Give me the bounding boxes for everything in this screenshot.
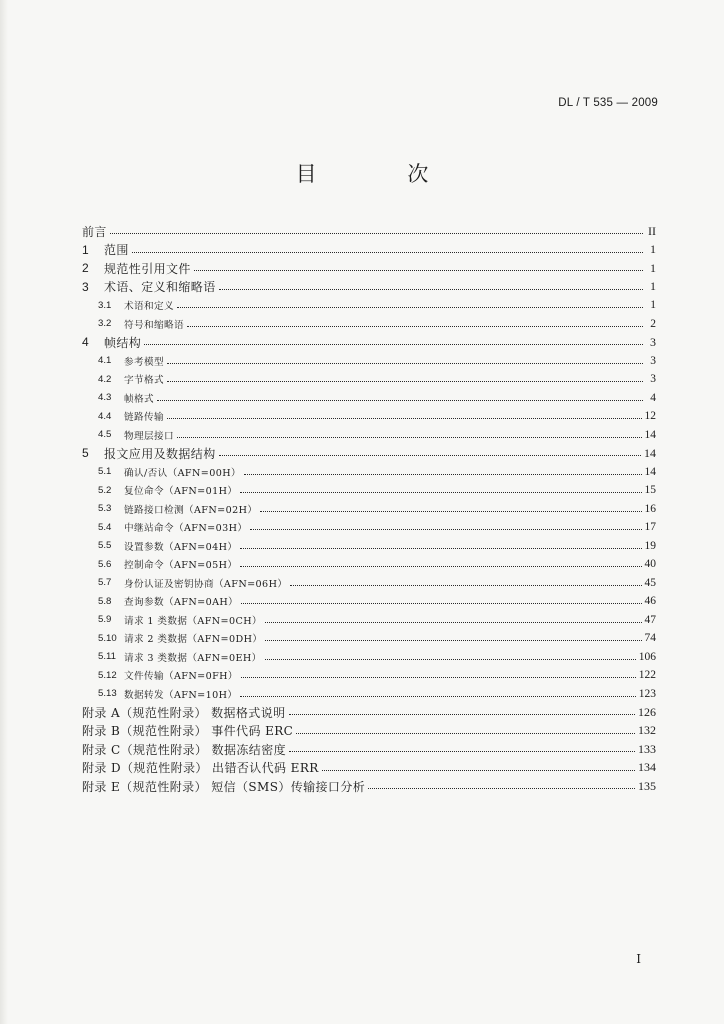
toc-entry-page: 2 [650, 317, 656, 330]
toc-entry[interactable] [82, 518, 656, 537]
toc-entry-title: 帧格式 [124, 393, 154, 405]
toc-entry-number: 4 [82, 335, 89, 350]
toc-entry-title: 范围 [104, 243, 129, 258]
toc-dot-leader [368, 787, 635, 789]
toc-dot-leader [244, 473, 642, 475]
toc-entry-title: 术语和定义 [124, 301, 174, 313]
toc-entry-number: 5.13 [98, 688, 117, 700]
toc-entry-number: 4.2 [98, 373, 112, 385]
toc-entry-number: 5.12 [98, 669, 117, 681]
toc-entry-page: 15 [644, 484, 656, 497]
toc-entry-title: 链路接口检测（AFN=02H） [124, 504, 258, 516]
toc-entry-number: 3.2 [98, 318, 112, 330]
toc-dot-leader [322, 769, 635, 771]
toc-entry-page: 46 [644, 595, 656, 608]
toc-entry-title: 身份认证及密钥协商（AFN=06H） [124, 578, 288, 590]
toc-entry-number: 4.3 [98, 392, 112, 404]
toc-entry-page: 17 [644, 521, 656, 534]
scan-edge-shadow [0, 0, 8, 1024]
toc-entry-title: 数据转发（AFN=10H） [124, 689, 238, 701]
table-of-contents [82, 222, 656, 796]
toc-entry-title: 附录 B（规范性附录） 事件代码 ERC [82, 724, 294, 739]
toc-entry-title: 请求 2 类数据（AFN=0DH） [124, 634, 263, 646]
toc-dot-leader [194, 269, 643, 271]
toc-entry-number: 3 [82, 279, 89, 294]
toc-entry[interactable] [82, 315, 656, 334]
toc-entry-page: 133 [638, 741, 656, 756]
toc-entry-page: 14 [644, 445, 656, 460]
toc-entry-page: 3 [650, 334, 656, 349]
toc-dot-leader [177, 306, 643, 308]
toc-entry-number: 5.5 [98, 540, 112, 552]
toc-entry-number: 4.4 [98, 410, 112, 422]
toc-entry[interactable] [82, 555, 656, 574]
toc-entry-title: 文件传输（AFN=0FH） [124, 671, 238, 683]
toc-entry-title: 报文应用及数据结构 [104, 446, 216, 461]
toc-entry-page: 3 [650, 354, 656, 367]
toc-dot-leader [241, 676, 636, 678]
toc-entry-number: 5.2 [98, 484, 112, 496]
toc-dot-leader [219, 454, 641, 456]
toc-entry-page: 1 [650, 242, 656, 257]
toc-entry[interactable] [82, 574, 656, 593]
toc-dot-leader [260, 510, 641, 512]
toc-dot-leader [240, 695, 635, 697]
toc-dot-leader [240, 547, 641, 549]
toc-entry-title: 附录 D（规范性附录） 出错否认代码 ERR [82, 761, 319, 776]
toc-dot-leader [289, 713, 636, 715]
toc-entry[interactable] [82, 703, 656, 722]
toc-entry-page: 14 [644, 428, 656, 441]
toc-entry[interactable] [82, 426, 656, 445]
toc-dot-leader [219, 288, 643, 290]
toc-entry[interactable] [82, 296, 656, 315]
toc-entry-title: 复位命令（AFN=01H） [124, 486, 238, 498]
toc-entry[interactable] [82, 463, 656, 482]
toc-entry[interactable] [82, 500, 656, 519]
toc-dot-leader [296, 732, 635, 734]
toc-entry[interactable] [82, 666, 656, 685]
toc-entry[interactable] [82, 537, 656, 556]
toc-entry-title: 参考模型 [124, 356, 164, 368]
toc-dot-leader [241, 602, 641, 604]
toc-entry-number: 5.8 [98, 595, 112, 607]
toc-entry[interactable] [82, 611, 656, 630]
toc-entry[interactable] [82, 759, 656, 778]
toc-entry[interactable] [82, 407, 656, 426]
toc-entry-number: 4.5 [98, 429, 112, 441]
toc-dot-leader [290, 584, 641, 586]
toc-entry-page: 122 [638, 669, 656, 682]
toc-entry-title: 控制命令（AFN=05H） [124, 560, 238, 572]
toc-dot-leader [289, 750, 635, 752]
toc-entry-page: II [648, 223, 656, 238]
toc-dot-leader [265, 621, 642, 623]
toc-dot-leader [240, 565, 641, 567]
toc-entry-page: 74 [644, 632, 656, 645]
toc-entry-title: 符号和缩略语 [124, 319, 184, 331]
toc-dot-leader [167, 362, 643, 364]
toc-dot-leader [110, 232, 643, 234]
toc-entry-title: 确认/否认（AFN=00H） [124, 467, 241, 479]
toc-entry-page: 12 [644, 410, 656, 423]
toc-entry[interactable] [82, 333, 656, 352]
toc-entry-title: 请求 1 类数据（AFN=0CH） [124, 615, 262, 627]
toc-entry-page: 4 [650, 391, 656, 404]
toc-entry-page: 16 [644, 502, 656, 515]
toc-entry-number: 5.1 [98, 466, 112, 478]
toc-dot-leader [265, 658, 636, 660]
toc-entry-number: 5.3 [98, 503, 112, 515]
toc-entry[interactable] [82, 278, 656, 297]
toc-entry[interactable] [82, 629, 656, 648]
toc-entry-number: 2 [82, 261, 89, 276]
toc-entry[interactable] [82, 222, 656, 241]
toc-dot-leader [250, 528, 641, 530]
toc-entry-page: 3 [650, 373, 656, 386]
toc-dot-leader [167, 380, 643, 382]
toc-entry-number: 5.4 [98, 521, 112, 533]
toc-entry-title: 附录 E（规范性附录） 短信（SMS）传输接口分析 [82, 779, 366, 794]
toc-entry-number: 5 [82, 446, 89, 461]
toc-dot-leader [240, 491, 641, 493]
toc-entry-number: 5.10 [98, 632, 117, 644]
toc-entry-page: 45 [644, 576, 656, 589]
toc-entry-page: 47 [644, 613, 656, 626]
toc-entry-page: 132 [638, 723, 656, 738]
toc-entry-page: 19 [644, 539, 656, 552]
toc-entry-page: 1 [650, 260, 656, 275]
document-code: DL / T 535 — 2009 [558, 97, 658, 109]
toc-entry[interactable] [82, 740, 656, 759]
toc-entry[interactable] [82, 259, 656, 278]
toc-entry-page: 14 [644, 465, 656, 478]
toc-entry-title: 附录 A（规范性附录） 数据格式说明 [82, 705, 286, 720]
toc-entry-number: 5.11 [98, 651, 116, 663]
toc-entry-number: 5.7 [98, 577, 112, 589]
toc-dot-leader [132, 251, 643, 253]
toc-entry-number: 3.1 [98, 299, 112, 311]
toc-entry-page: 134 [638, 760, 656, 775]
toc-entry-number: 5.9 [98, 614, 112, 626]
toc-entry-page: 123 [638, 687, 656, 700]
toc-dot-leader [177, 436, 642, 438]
toc-entry[interactable] [82, 352, 656, 371]
toc-entry-number: 1 [82, 242, 89, 257]
toc-entry-title: 规范性引用文件 [104, 261, 191, 276]
toc-entry[interactable] [82, 685, 656, 704]
toc-entry-title: 帧结构 [104, 335, 142, 350]
toc-dot-leader [144, 343, 643, 345]
toc-entry-number: 5.6 [98, 558, 112, 570]
toc-entry-title: 前言 [82, 224, 107, 239]
page-number: I [636, 952, 641, 966]
page-title: 目 次 [295, 162, 471, 186]
toc-entry-title: 中继站命令（AFN=03H） [124, 523, 248, 535]
toc-dot-leader [157, 399, 643, 401]
toc-entry-title: 查询参数（AFN=0AH） [124, 597, 239, 609]
toc-entry-title: 术语、定义和缩略语 [104, 280, 216, 295]
toc-entry-number: 4.1 [98, 355, 112, 367]
toc-dot-leader [265, 639, 641, 641]
toc-entry[interactable] [82, 389, 656, 408]
toc-entry-page: 40 [644, 558, 656, 571]
toc-entry-title: 链路传输 [124, 412, 164, 424]
toc-entry[interactable] [82, 722, 656, 741]
toc-entry-title: 附录 C（规范性附录） 数据冻结密度 [82, 742, 287, 757]
toc-entry[interactable] [82, 648, 656, 667]
toc-entry[interactable] [82, 370, 656, 389]
toc-entry[interactable] [82, 592, 656, 611]
toc-entry-page: 1 [650, 299, 656, 312]
toc-entry-title: 请求 3 类数据（AFN=0EH） [124, 652, 262, 664]
toc-entry-title: 物理层接口 [124, 430, 174, 442]
toc-entry-page: 1 [650, 279, 656, 294]
toc-entry-page: 126 [638, 704, 656, 719]
toc-dot-leader [167, 417, 642, 419]
toc-dot-leader [187, 325, 643, 327]
toc-entry-title: 设置参数（AFN=04H） [124, 541, 238, 553]
toc-entry[interactable] [82, 241, 656, 260]
toc-entry[interactable] [82, 481, 656, 500]
toc-entry-page: 135 [638, 778, 656, 793]
toc-entry-page: 106 [638, 650, 656, 663]
toc-entry[interactable] [82, 444, 656, 463]
toc-entry[interactable] [82, 777, 656, 796]
toc-entry-title: 字节格式 [124, 375, 164, 387]
